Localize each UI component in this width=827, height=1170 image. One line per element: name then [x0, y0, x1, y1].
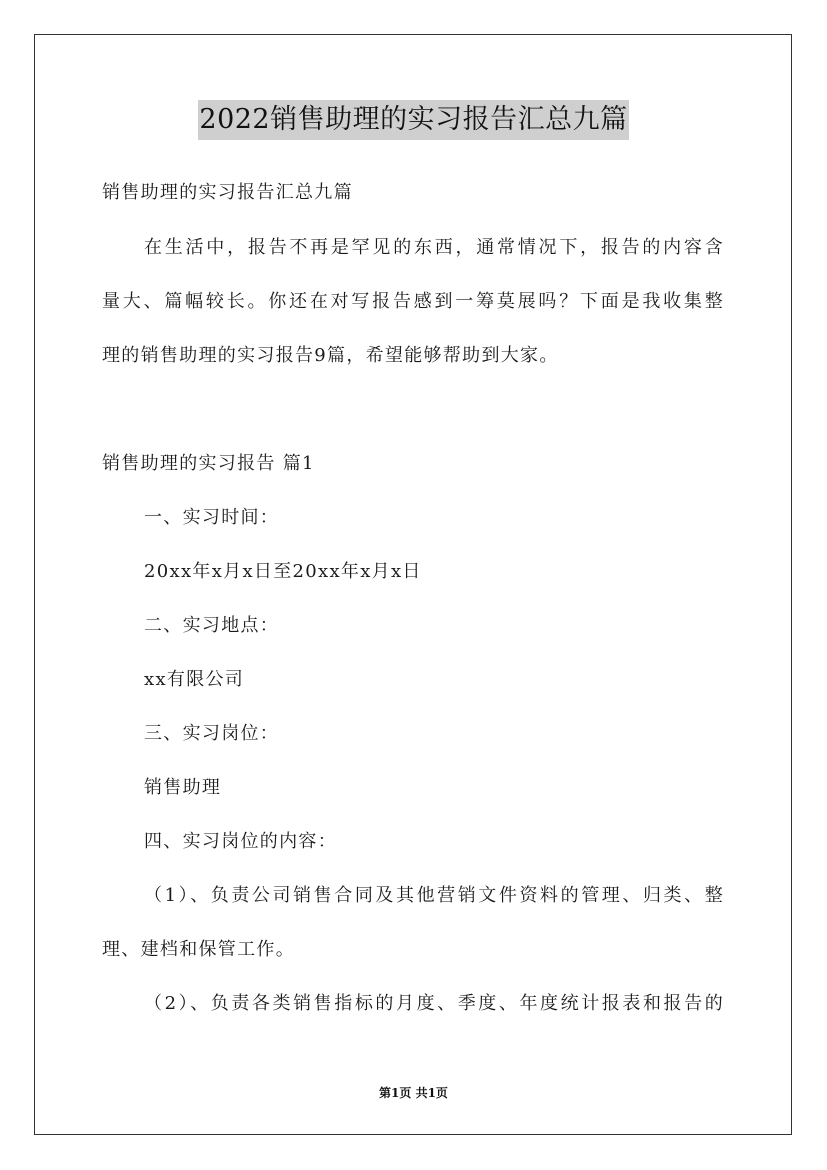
time-value: 20xx年x月x日至20xx年x月x日: [144, 561, 422, 582]
position-value: 销售助理: [144, 777, 222, 798]
intro-line-3: 理的销售助理的实习报告9篇，希望能够帮助到大家。: [102, 345, 559, 366]
place-value: xx有限公司: [144, 669, 245, 690]
intro-line-2: 量大、篇幅较长。你还在对写报告感到一筹莫展吗？下面是我收集整: [102, 291, 724, 312]
intro-line-1: 在生活中，报告不再是罕见的东西，通常情况下，报告的内容含: [144, 237, 724, 258]
duty-line-2: 理、建档和保管工作。: [102, 939, 295, 960]
duty-line-3: （2）、负责各类销售指标的月度、季度、年度统计报表和报告的: [144, 993, 724, 1014]
document-subtitle: 销售助理的实习报告汇总九篇: [102, 182, 353, 203]
place-label: 二、实习地点：: [144, 615, 280, 636]
time-label: 一、实习时间：: [144, 507, 280, 528]
page-number: 第1页 共1页: [379, 1086, 448, 1100]
page-footer: [0, 1084, 827, 1101]
section-heading: 销售助理的实习报告 篇1: [102, 453, 315, 474]
content-label: 四、实习岗位的内容：: [144, 831, 337, 852]
document-title-wrapper: [0, 100, 827, 140]
duty-line-1: （1）、负责公司销售合同及其他营销文件资料的管理、归类、整: [144, 885, 724, 906]
position-label: 三、实习岗位：: [144, 723, 280, 744]
document-title: 2022销售助理的实习报告汇总九篇: [198, 100, 628, 140]
